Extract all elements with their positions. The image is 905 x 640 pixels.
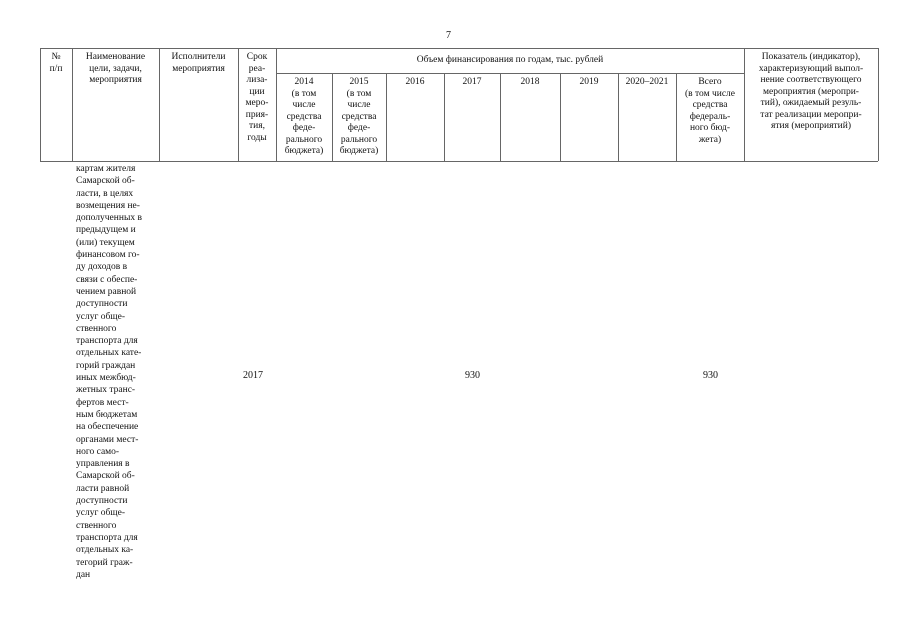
header-text: (в том числе xyxy=(684,88,736,99)
header-text: рального xyxy=(285,134,323,145)
name-line: (или) текущем xyxy=(76,237,135,248)
header-text: Срок xyxy=(246,52,268,62)
name-line: предыдущем и xyxy=(76,225,136,236)
name-line: ным бюджетам xyxy=(76,409,138,420)
name-line: связи с обеспе- xyxy=(76,274,138,285)
name-line: жетных транс- xyxy=(76,385,136,396)
name-line: финансовом го- xyxy=(76,250,140,261)
table-top-border xyxy=(40,48,878,49)
header-text: ции xyxy=(249,86,265,97)
row-total: 930 xyxy=(703,370,718,381)
header-text: лиза- xyxy=(246,75,268,85)
header-text: средства xyxy=(692,100,728,110)
name-line: ласти равной xyxy=(76,483,130,494)
name-line: тегорий граж- xyxy=(76,557,133,568)
name-line: органами мест- xyxy=(76,434,139,445)
header-text: 2020–2021 xyxy=(625,77,669,87)
name-line: доступности xyxy=(76,496,128,507)
header-text: мероприятия xyxy=(89,75,142,85)
header-2014 xyxy=(276,77,332,158)
name-line: фертов мест- xyxy=(76,397,129,408)
header-text: (в том xyxy=(346,88,372,99)
header-text: характеризующий выпол- xyxy=(758,63,864,74)
header-bottom-border xyxy=(40,161,878,162)
header-text: Показатель (индикатор), xyxy=(761,52,861,62)
header-text: п/п xyxy=(49,63,63,74)
name-line: Самарской об- xyxy=(76,471,135,482)
header-text: прия- xyxy=(245,109,269,120)
name-line: чением равной xyxy=(76,286,137,297)
name-line: управления в xyxy=(76,459,130,470)
col-border xyxy=(878,48,879,161)
name-line: ственного xyxy=(76,323,117,334)
header-text: мероприятия xyxy=(172,63,225,74)
row-name-text xyxy=(76,163,158,581)
header-funding-title xyxy=(276,55,744,67)
row-value-2017: 930 xyxy=(465,370,480,381)
name-line: дополученных в xyxy=(76,213,142,224)
header-text: средства xyxy=(286,111,322,122)
header-text: (в том xyxy=(291,88,317,99)
header-text: Объем финансирования по годам, тыс. рублей xyxy=(416,55,604,65)
header-2016 xyxy=(386,77,444,89)
name-line: ласти, в целях xyxy=(76,188,134,199)
header-text: ятия (мероприятий) xyxy=(770,121,851,131)
name-line: услуг обще- xyxy=(76,311,126,322)
header-text: 2016 xyxy=(405,77,425,87)
name-line: отдельных кате- xyxy=(76,348,142,359)
header-2020-2021 xyxy=(618,77,676,89)
header-text: числе xyxy=(292,100,316,110)
name-line: услуг обще- xyxy=(76,508,126,519)
name-line: иных межбюд- xyxy=(76,373,136,384)
name-line: отдельных ка- xyxy=(76,545,134,556)
header-text: тия, xyxy=(249,121,265,131)
header-text: тий), ожидаемый резуль- xyxy=(760,98,862,108)
header-text: меро- xyxy=(245,98,269,108)
header-text: 2019 xyxy=(579,77,599,87)
name-line: доступности xyxy=(76,299,128,310)
name-line: транспорта для xyxy=(76,532,138,543)
header-name xyxy=(72,52,159,87)
header-text: нение соответствующего xyxy=(760,75,862,85)
header-text: рального xyxy=(340,134,378,145)
name-line: возмещения не- xyxy=(76,200,140,211)
page-number: 7 xyxy=(446,30,451,41)
header-text: 2017 xyxy=(462,77,482,87)
header-text: ного бюд- xyxy=(689,123,731,133)
funding-subheader-line xyxy=(276,73,744,74)
name-line: ственного xyxy=(76,520,117,531)
name-line: картам жителя xyxy=(76,164,136,174)
header-text: Исполнители xyxy=(171,52,226,62)
header-2018 xyxy=(500,77,560,89)
header-text: годы xyxy=(247,132,267,143)
name-line: ду доходов в xyxy=(76,262,128,273)
header-total xyxy=(676,77,744,146)
header-indicator xyxy=(744,52,878,133)
header-2017 xyxy=(444,77,500,89)
header-text: тат реализации меропри- xyxy=(760,109,862,120)
name-line: дан xyxy=(76,569,91,580)
header-term xyxy=(238,52,276,144)
header-text: Наименование xyxy=(85,52,146,62)
header-text: феде- xyxy=(347,123,371,133)
name-line: на обеспечение xyxy=(76,422,139,433)
header-text: бюджета) xyxy=(339,146,379,156)
header-text: цели, задачи, xyxy=(89,63,142,74)
name-line: горий граждан xyxy=(76,360,136,371)
header-text: 2014 xyxy=(294,77,314,87)
header-text: средства xyxy=(341,111,377,122)
header-text: № xyxy=(51,52,61,62)
header-text: Всего xyxy=(698,77,722,87)
header-text: феде- xyxy=(292,123,316,133)
header-2019 xyxy=(560,77,618,89)
header-text: мероприятия (меропри- xyxy=(763,86,859,97)
header-text: числе xyxy=(347,100,371,110)
name-line: транспорта для xyxy=(76,336,138,347)
header-executors xyxy=(159,52,238,75)
row-term: 2017 xyxy=(243,370,263,381)
header-text: реа- xyxy=(248,63,266,74)
header-2015 xyxy=(332,77,386,158)
header-number xyxy=(40,52,72,75)
name-line: Самарской об- xyxy=(76,176,135,187)
name-line: ного само- xyxy=(76,446,120,457)
header-text: 2018 xyxy=(520,77,540,87)
header-text: жета) xyxy=(698,134,722,145)
header-text: бюджета) xyxy=(284,146,324,156)
header-text: 2015 xyxy=(349,77,369,87)
header-text: федераль- xyxy=(689,111,731,122)
